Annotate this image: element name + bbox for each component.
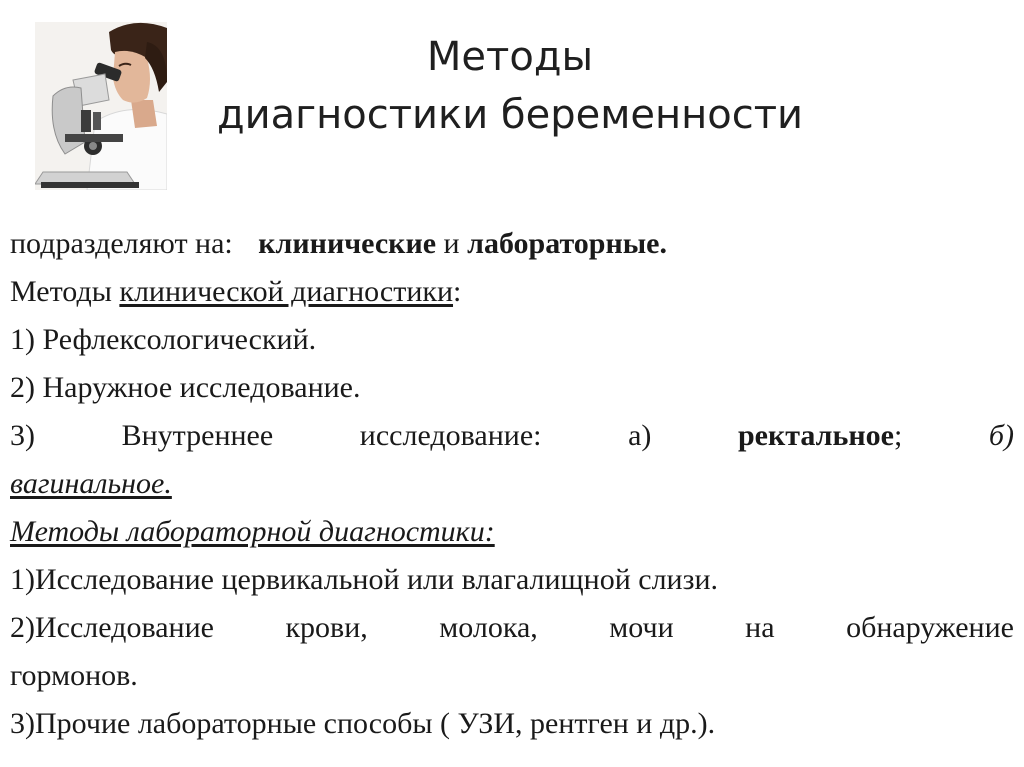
intro-line	[10, 220, 1014, 268]
intro-clinical: клинические	[258, 227, 437, 260]
title-line-2: диагностики беременности	[216, 92, 804, 138]
microscope-researcher-photo	[35, 22, 167, 190]
lab-heading: Методы лабораторной диагностики:	[10, 515, 495, 548]
lab-item-2-cont: гормонов.	[10, 659, 138, 692]
internal-word-1: Внутреннее	[121, 419, 274, 452]
intro-prefix: подразделяют на:	[10, 227, 233, 260]
clinical-heading-line	[10, 268, 1014, 316]
clinical-colon: :	[453, 275, 462, 308]
internal-num: 3)	[10, 419, 35, 452]
clinical-item-3	[10, 412, 1014, 460]
internal-vaginal: вагинальное.	[10, 467, 172, 500]
intro-lab: лабораторные.	[467, 227, 668, 260]
lab-item-2-word: обнаружение	[846, 611, 1014, 644]
intro-and: и	[443, 227, 460, 260]
clinical-item-3-cont	[10, 460, 1014, 508]
lab-item-2-word: 2)Исследование	[10, 611, 214, 644]
clinical-heading: клинической диагностики	[119, 275, 454, 308]
slide-title	[180, 28, 840, 144]
lab-item-2-word: крови,	[285, 611, 368, 644]
clinical-item-1: 1) Рефлексологический.	[10, 323, 317, 356]
lab-item-2-word: на	[745, 611, 775, 644]
lab-heading-line	[10, 508, 1014, 556]
internal-a: а)	[628, 419, 652, 452]
internal-rectal: ректальное	[737, 419, 894, 452]
clinical-item-2: 2) Наружное исследование.	[10, 371, 361, 404]
lab-item-2	[10, 604, 1014, 652]
title-line-1: Методы	[426, 34, 594, 80]
internal-b: б)	[988, 419, 1014, 452]
internal-semicolon: ;	[893, 419, 903, 452]
lab-item-1: 1)Исследование цервикальной или влагалищной слизи.	[10, 563, 719, 596]
slide-body	[10, 220, 1014, 748]
lab-item-2-word: молока,	[439, 611, 538, 644]
lab-item-2-word: мочи	[609, 611, 674, 644]
lab-item-3: 3)Прочие лабораторные способы ( УЗИ, рентген и др.).	[10, 707, 716, 740]
clinical-prefix: Методы	[10, 275, 112, 308]
internal-word-2: исследование:	[359, 419, 542, 452]
